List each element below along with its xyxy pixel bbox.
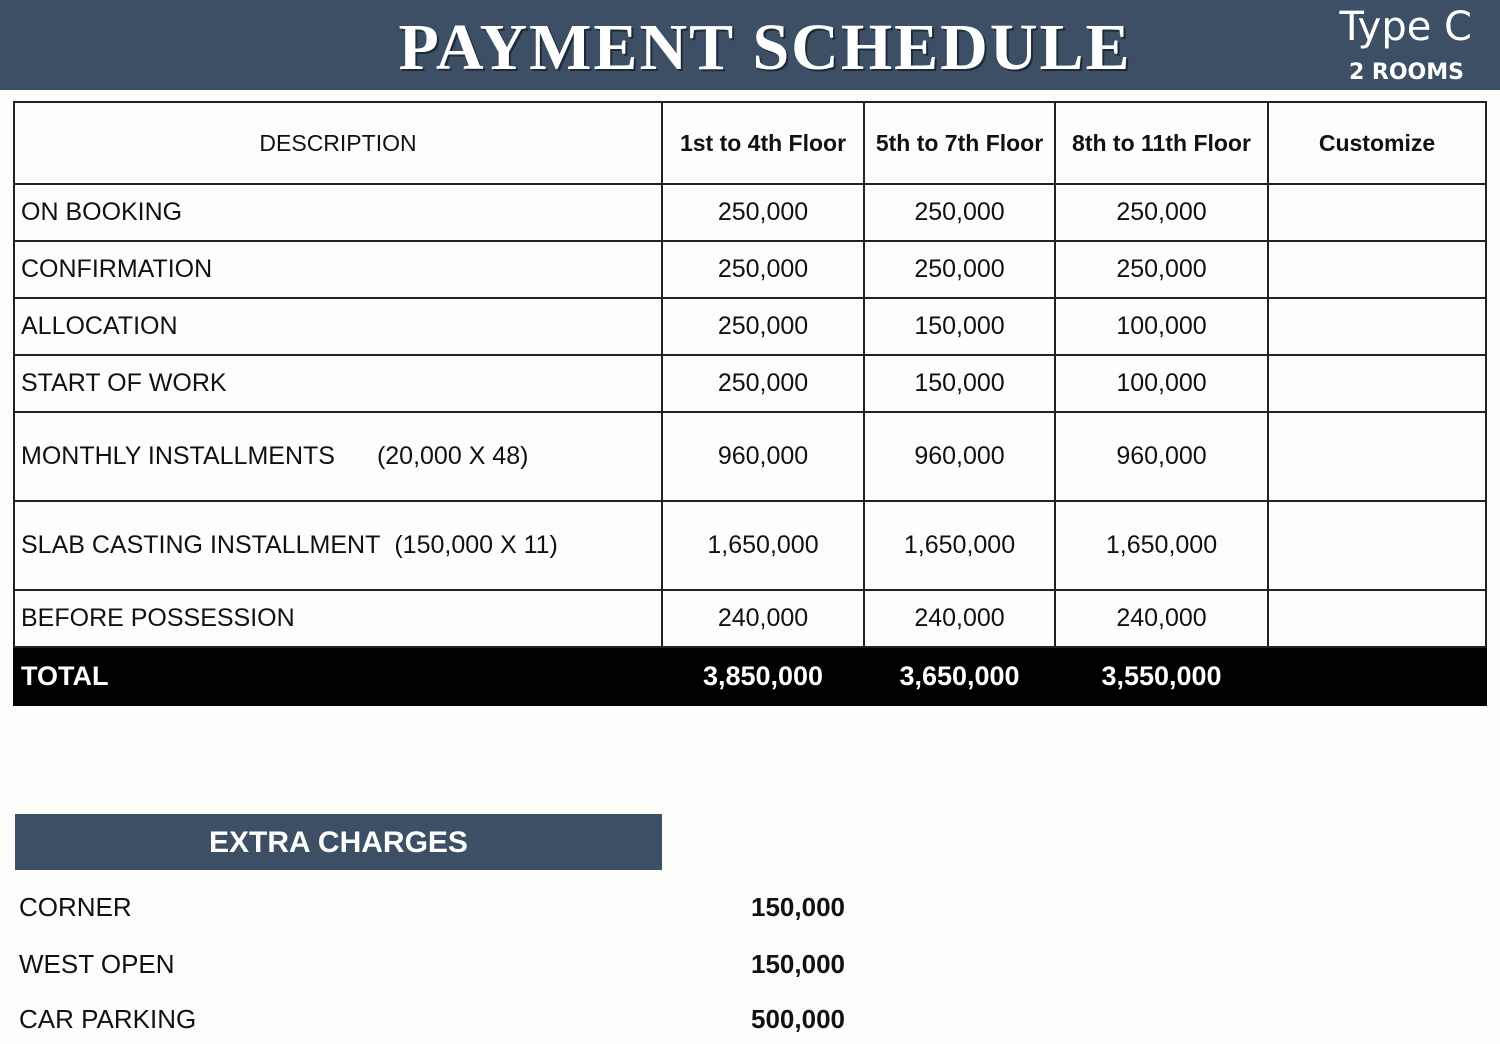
- table-cell: 1,650,000: [864, 501, 1055, 590]
- customize-cell: [1268, 184, 1486, 241]
- total-cell: 3,650,000: [864, 647, 1055, 705]
- table-cell: 250,000: [1055, 184, 1268, 241]
- column-header-description: DESCRIPTION: [14, 102, 662, 184]
- extra-charges-header: EXTRA CHARGES: [15, 814, 662, 870]
- row-label-text: BEFORE POSSESSION: [21, 604, 295, 632]
- table-cell: 150,000: [864, 355, 1055, 412]
- row-label-text: ON BOOKING: [21, 198, 183, 226]
- row-label: [14, 590, 662, 647]
- column-header-customize: Customize: [1268, 102, 1486, 184]
- extra-charge-item: [19, 1004, 859, 1044]
- table-cell: 250,000: [864, 241, 1055, 298]
- row-label-text: ALLOCATION: [21, 312, 178, 340]
- table-cell: 240,000: [864, 590, 1055, 647]
- customize-cell: [1268, 590, 1486, 647]
- extra-charge-label: CORNER: [19, 892, 132, 922]
- table-row: [14, 501, 1486, 590]
- row-note: (150,000 X 11): [394, 531, 558, 559]
- row-label: [14, 412, 662, 501]
- table-cell: 1,650,000: [662, 501, 864, 590]
- extra-charge-label: CAR PARKING: [19, 1004, 197, 1034]
- table-cell: 240,000: [662, 590, 864, 647]
- type-label: Type C: [1339, 4, 1472, 50]
- page-title: PAYMENT SCHEDULE: [398, 11, 1132, 84]
- customize-cell: [1268, 412, 1486, 501]
- table-cell: 250,000: [662, 184, 864, 241]
- total-cell: 3,550,000: [1055, 647, 1268, 705]
- row-label: [14, 501, 662, 590]
- column-header-floor-1-4: 1st to 4th Floor: [662, 102, 864, 184]
- table-row: [14, 412, 1486, 501]
- table-row: [14, 241, 1486, 298]
- room-count-label: 2 ROOMS: [1348, 60, 1464, 85]
- row-label-text: START OF WORK: [21, 369, 227, 397]
- row-label-text: CONFIRMATION: [21, 255, 213, 283]
- table-row: [14, 355, 1486, 412]
- table-header-row: [14, 102, 1486, 184]
- row-note: (20,000 X 48): [376, 442, 529, 470]
- total-cell: 3,850,000: [662, 647, 864, 705]
- extra-charge-value: 150,000: [751, 949, 845, 979]
- customize-cell: [1268, 298, 1486, 355]
- payment-schedule-table: [13, 101, 1487, 706]
- table-cell: 250,000: [662, 298, 864, 355]
- customize-cell: [1268, 501, 1486, 590]
- column-header-floor-8-11: 8th to 11th Floor: [1055, 102, 1268, 184]
- extra-charge-item: [19, 892, 859, 932]
- table-cell: 960,000: [1055, 412, 1268, 501]
- extra-charge-value: 500,000: [751, 1004, 845, 1034]
- table-row: [14, 184, 1486, 241]
- total-label: TOTAL: [14, 647, 662, 705]
- row-label: [14, 298, 662, 355]
- header-bar: [0, 0, 1500, 90]
- row-label: [14, 355, 662, 412]
- table-cell: 250,000: [864, 184, 1055, 241]
- extra-charge-label: WEST OPEN: [19, 949, 175, 979]
- row-label-text: SLAB CASTING INSTALLMENT: [21, 531, 381, 559]
- table-cell: 960,000: [864, 412, 1055, 501]
- customize-cell: [1268, 355, 1486, 412]
- customize-cell: [1268, 241, 1486, 298]
- table-row: [14, 298, 1486, 355]
- table-cell: 1,650,000: [1055, 501, 1268, 590]
- row-label: [14, 184, 662, 241]
- table-cell: 100,000: [1055, 298, 1268, 355]
- table-cell: 250,000: [662, 241, 864, 298]
- table-row: [14, 590, 1486, 647]
- table-cell: 150,000: [864, 298, 1055, 355]
- table-cell: 250,000: [662, 355, 864, 412]
- row-label: [14, 241, 662, 298]
- table-cell: 960,000: [662, 412, 864, 501]
- row-label-text: MONTHLY INSTALLMENTS: [21, 442, 335, 470]
- extra-charge-item: [19, 949, 859, 989]
- total-row: [14, 647, 1486, 705]
- table-cell: 100,000: [1055, 355, 1268, 412]
- total-customize-cell: [1268, 647, 1486, 705]
- table-cell: 250,000: [1055, 241, 1268, 298]
- extra-charge-value: 150,000: [751, 892, 845, 922]
- column-header-floor-5-7: 5th to 7th Floor: [864, 102, 1055, 184]
- table-cell: 240,000: [1055, 590, 1268, 647]
